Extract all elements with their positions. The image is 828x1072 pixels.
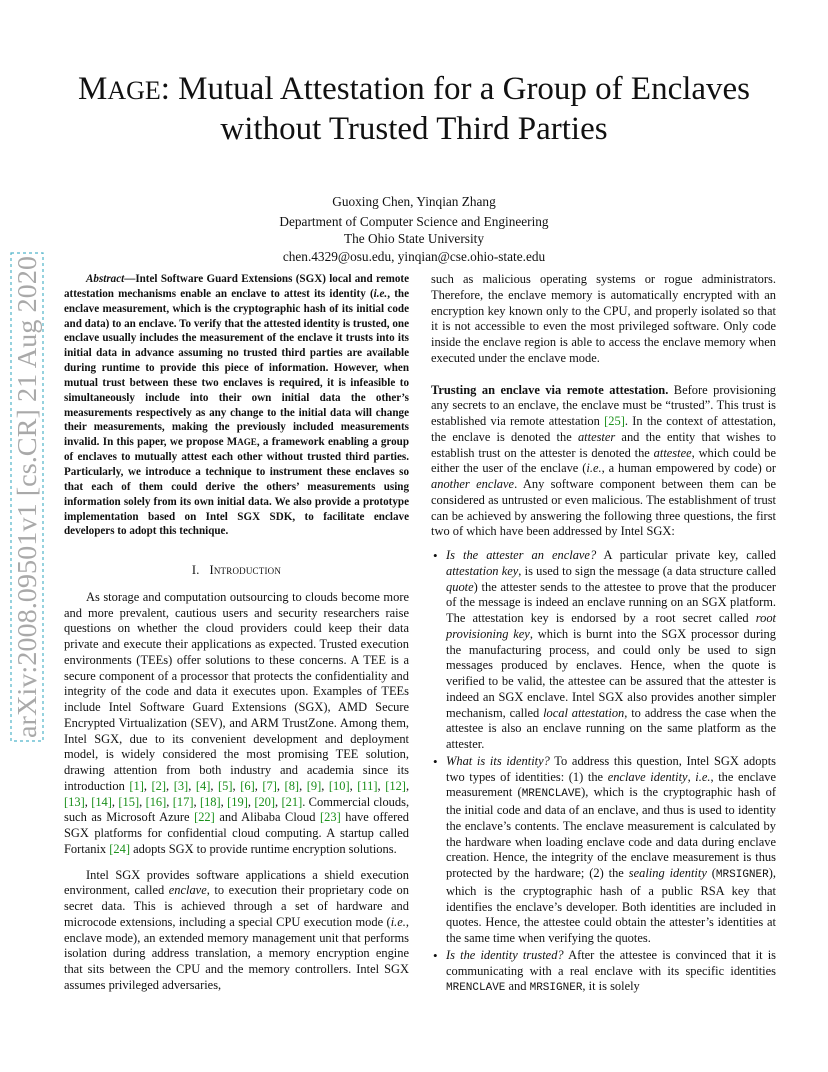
citation-link[interactable]: [14] [91, 794, 112, 809]
citation-separator: , [377, 778, 386, 793]
citation-separator: , [349, 778, 358, 793]
citation-separator: , [232, 778, 241, 793]
remote-attestation-paragraph: Trusting an enclave via remote attestation. Before provisioning any secrets to an enclave, the enclave must be “trusted”. This trust is established via remote attestation [25]. In the context of attestation, the enclave is denoted the attester and the entity that wishes to establish trust on the attester is denoted the attestee, which could be either the user of the enclave (i.e., a human empowered by code) or another enclave. Any software component between them can be considered as untrusted or even malicious. The establishment of trust can be achieved by answering the following three questions, the first two of which have been addressed by Intel SGX: [431, 382, 777, 539]
list-item: • What is its identity? To address this question, Intel SGX adopts two types of identities: (1) the enclave identity, i.e., the enclave measurement (MRENCLAVE), which is the cryptographic hash of the initial code and data of an enclave, and thus is used to identity the enclave’s contents. The enclave measurement is calculated by the hardware when loading enclave code and data during enclave creation. Hence, the integrity of the enclave measurement is thus protected by the hardware; (2) the sealing identity (MRSIGNER), which is the cryptographic hash of a public RSA key that identifies the enclave’s developer. Both identities are included in quotes. Hence, the attestee could obtain the attester’s identities at the same time when verifying the quotes. [431, 754, 776, 947]
citation-separator: , [111, 794, 119, 809]
citation-link[interactable]: [21] [281, 794, 303, 809]
citation-separator: , [139, 794, 146, 809]
right-column [431, 272, 776, 998]
citation-separator: , [188, 778, 196, 793]
citation-separator: , [220, 794, 228, 809]
citation-separator: , [210, 778, 219, 793]
citation-link[interactable]: [9] [306, 778, 322, 793]
author-emails: chen.4329@osu.edu, yinqian@cse.ohio-state.edu [282, 248, 546, 264]
citation-separator: , [275, 794, 282, 809]
author-university: The Ohio State University [344, 231, 484, 246]
citation-link[interactable]: [3] [173, 778, 189, 793]
citation-link[interactable]: [4] [195, 778, 211, 793]
author-department: Department of Computer Science and Engineering [279, 213, 549, 229]
citation-separator: , [166, 794, 173, 809]
intro-paragraph-1: As storage and computation outsourcing to clouds become more and more prevalent, cautious users and security researchers raise questions on whether the cloud providers could keep their data private and execute their applications as expected. Trusted execution environments (TEEs) offer solutions to these concerns. A TEE is a secure component of a processor that protects the confidentiality and integrity of the code and data it executes upon. Examples of TEEs include Intel Software Guard Extensions (SGX), AMD Secure Encrypted Virtualization (SEV), and ARM TrustZone. Among them, Intel SGX, due to its convenient development and deployment model, is widely considered the most promising TEE solution, drawing attention from both industry and academia since its introduction [1], [2], [3], [4], [5], [6], [7], [8], [9], [10], [11], [12], [13], [14], [15], [16], [17], [18], [19], [20], [21]. Commercial clouds, such as Microsoft Azure [22] and Alibaba Cloud [23] have offered SGX platforms for confidential cloud computing. A startup called Fortanix [24] adopts SGX to provide runtime encryption solutions. [64, 589, 410, 856]
arxiv-watermark-text: arXiv:2008.09501v1 [cs.CR] 21 Aug 2020 [12, 277, 42, 738]
citation-separator: , [143, 778, 152, 793]
right-paragraph-1: such as malicious operating systems or rogue administrators. Therefore, the enclave memory is automatically encrypted with an encryption key known only to the CPU, and properly isolated so that it is not accessible to even the most privileged software. Only code inside the enclave region is able to access the enclave memory when executed under the enclave mode. [431, 272, 776, 365]
citation-link[interactable]: [10] [328, 778, 350, 793]
citation-link[interactable]: [1] [129, 778, 144, 793]
citation-link[interactable]: [6] [240, 778, 255, 793]
citation-link[interactable]: [5] [218, 778, 233, 793]
citation-link[interactable]: [22] [194, 810, 215, 825]
author-block [120, 193, 708, 265]
citation-separator: , [299, 778, 307, 793]
section-heading-introduction: I. Introduction [191, 563, 282, 578]
list-item: • Is the attester an enclave? A particular private key, called attestation key, is used to sign the message (a data structure called quote) the attester sends to the attestee to prove that the producer of the message is indeed an enclave running on an SGX platform. The attestation key is endorsed by a root secret called root provisioning key, which is burnt into the SGX processor during the manufacturing process, and could only be used to sign messages produced by enclaves. Hence, when the quote is verified to be valid, the attestee can be assured that the attester is indeed an SGX enclave. Intel SGX also provides another simpler mechanism, called local attestation, to address the case when the attestee is also an enclave running on the same platform as the attester. [431, 548, 776, 753]
citation-link[interactable]: [11] [357, 778, 378, 793]
citation-separator: , [247, 794, 255, 809]
arxiv-watermark [10, 252, 44, 742]
citation-link[interactable]: [15] [118, 794, 140, 809]
citation-link[interactable]: [25] [604, 414, 625, 428]
citation-link[interactable]: [19] [227, 794, 248, 809]
citation-separator: , [405, 778, 410, 793]
runin-heading: Trusting an enclave via remote attestation. [431, 382, 669, 397]
citation-separator: , [321, 778, 329, 793]
intro-paragraph-2: Intel SGX provides software applications a shield execution environment, called enclave, to execution their proprietary code on secret data. This is achieved through a set of hardware and microcode extensions, including a special CPU execution mode (i.e., enclave mode), an extended memory management unit that performs isolation during address translation, a memory encryption engine that sits between the CPU and the memory controllers. Intel SGX assumes privileged adversaries, [64, 867, 409, 992]
attestation-questions-list [431, 548, 776, 997]
citation-link[interactable]: [24] [109, 841, 130, 856]
citation-separator: , [84, 794, 92, 809]
citation-separator: , [254, 778, 263, 793]
citation-link[interactable]: [16] [145, 794, 167, 809]
citation-separator: , [193, 794, 200, 809]
abstract: Abstract—Intel Software Guard Extensions (SGX) local and remote attestation mechanisms enable an enclave to attest its identity (i.e., the enclave measurement, which is the cryptographic hash of its initial code and data) to an enclave. To verify that the attested identity is trusted, one enclave usually includes the measurement of the enclave it trusts into its initial data in advance assuming no trusted third parties are available during runtime to provide this piece of information. However, when mutual trust between these two enclaves is required, it is infeasible to simultaneously include into their own initial data the other’s measurements respectively as any change to the initial data will change their measurements, making the previously included measurements invalid. In this paper, we propose MAGE, a framework enabling a group of enclaves to mutually attest each other without trusted third parties. Particularly, we introduce a technique to instrument these enclaves so that each of them could derive the others’ measurements using information solely from its own initial data. We also provide a prototype implementation based on Intel SGX SDK, to facilitate enclave developers to adopt this technique. [64, 273, 409, 538]
citation-link[interactable]: [8] [284, 778, 300, 793]
citation-link[interactable]: [12] [385, 778, 406, 793]
citation-link[interactable]: [18] [199, 794, 221, 809]
title-line-1: MAGE: Mutual Attestation for a Group of Enclaves [77, 71, 751, 107]
citation-link[interactable]: [2] [151, 778, 167, 793]
citation-link[interactable]: [7] [262, 778, 277, 793]
list-item: • Is the identity trusted? After the attestee is convinced that it is communicating with a real enclave with its specific identities MRENCLAVE and MRSIGNER, it is solely [431, 948, 776, 997]
citation-separator: , [166, 778, 174, 793]
citation-link[interactable]: [13] [64, 794, 85, 809]
title-line-2: without Trusted Third Parties [220, 111, 608, 147]
citation-link[interactable]: [20] [254, 794, 276, 809]
citation-link[interactable]: [23] [320, 810, 341, 825]
paper-title [40, 70, 788, 149]
citation-separator: , [276, 778, 285, 793]
author-names: Guoxing Chen, Yinqian Zhang [332, 194, 496, 209]
citation-link[interactable]: [17] [172, 794, 194, 809]
left-column [64, 272, 409, 994]
